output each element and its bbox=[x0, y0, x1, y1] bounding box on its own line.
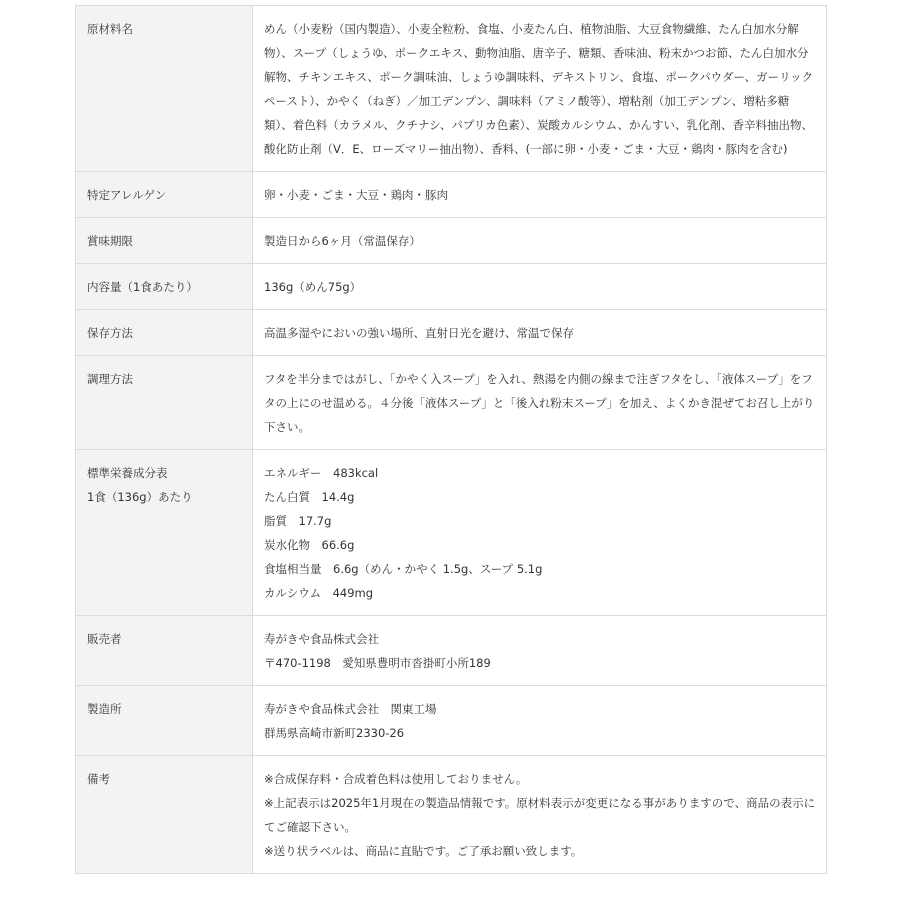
product-spec-table bbox=[75, 5, 827, 874]
manufacturer-value bbox=[253, 686, 827, 756]
preparation-label: 調理方法 bbox=[76, 356, 253, 450]
preparation-value: フタを半分まではがし、「かやく入スープ」を入れ、熱湯を内側の線まで注ぎフタをし、「液体スープ」をフタの上にのせ温める。４分後「液体スープ」と「後入れ粉末スープ」を加え、よくかき混ぜてお召し上がり下さい。 bbox=[253, 356, 827, 450]
seller-address: 〒470-1198 愛知県豊明市沓掛町小所189 bbox=[264, 656, 491, 670]
allergens-label: 特定アレルゲン bbox=[76, 172, 253, 218]
manufacturer-address: 群馬県高崎市新町2330-26 bbox=[264, 726, 405, 740]
nutrition-value bbox=[253, 450, 827, 616]
ingredients-value: めん（小麦粉（国内製造）、小麦全粒粉、食塩、小麦たん白、植物油脂、大豆食物繊維、たん白加水分解物）、スープ（しょうゆ、ポークエキス、動物油脂、唐辛子、糖類、香味油、粉末かつお節、たん白加水分解物、チキンエキス、ポーク調味油、しょうゆ調味料、デキストリン、食塩、ポークパウダー、ガーリックペースト）、かやく（ねぎ）／加工デンプン、調味料（アミノ酸等）、増粘剤（加工デンプン、増粘多糖類）、着色料（カラメル、クチナシ、パプリカ色素）、炭酸カルシウム、かんすい、乳化剤、香辛料抽出物、酸化防止剤（V．E、ローズマリー抽出物）、香料、(一部に卵・小麦・ごま・大豆・鶏肉・豚肉を含む) bbox=[253, 6, 827, 172]
nutrition-calcium: カルシウム 449mg bbox=[264, 586, 374, 600]
seller-value bbox=[253, 616, 827, 686]
row-storage bbox=[76, 310, 827, 356]
nutrition-protein: たん白質 14.4g bbox=[264, 490, 355, 504]
best-before-value: 製造日から6ヶ月（常温保存） bbox=[253, 218, 827, 264]
row-ingredients bbox=[76, 6, 827, 172]
net-content-label: 内容量（1食あたり） bbox=[76, 264, 253, 310]
storage-value: 高温多湿やにおいの強い場所、直射日光を避け、常温で保存 bbox=[253, 310, 827, 356]
seller-name: 寿がきや食品株式会社 bbox=[264, 632, 379, 646]
row-net-content bbox=[76, 264, 827, 310]
nutrition-carbohydrate: 炭水化物 66.6g bbox=[264, 538, 355, 552]
row-manufacturer bbox=[76, 686, 827, 756]
remarks-value bbox=[253, 756, 827, 874]
row-allergens bbox=[76, 172, 827, 218]
manufacturer-label: 製造所 bbox=[76, 686, 253, 756]
manufacturer-name: 寿がきや食品株式会社 関東工場 bbox=[264, 702, 437, 716]
net-content-value: 136g（めん75g） bbox=[253, 264, 827, 310]
nutrition-label: 標準栄養成分表 1食（136g）あたり bbox=[76, 450, 253, 616]
row-seller bbox=[76, 616, 827, 686]
seller-label: 販売者 bbox=[76, 616, 253, 686]
best-before-label: 賞味期限 bbox=[76, 218, 253, 264]
allergens-value: 卵・小麦・ごま・大豆・鶏肉・豚肉 bbox=[253, 172, 827, 218]
remark-item: ※合成保存料・合成着色料は使用しておりません。 bbox=[264, 772, 528, 786]
remarks-label: 備考 bbox=[76, 756, 253, 874]
spec-table-body bbox=[76, 6, 827, 874]
row-preparation bbox=[76, 356, 827, 450]
row-nutrition bbox=[76, 450, 827, 616]
row-best-before bbox=[76, 218, 827, 264]
product-info-container bbox=[75, 5, 827, 874]
nutrition-fat: 脂質 17.7g bbox=[264, 514, 332, 528]
remark-item: ※上記表示は2025年1月現在の製造品情報です。原材料表示が変更になる事がありますので、商品の表示にてご確認下さい。 bbox=[264, 796, 816, 834]
row-remarks bbox=[76, 756, 827, 874]
storage-label: 保存方法 bbox=[76, 310, 253, 356]
ingredients-label: 原材料名 bbox=[76, 6, 253, 172]
nutrition-salt: 食塩相当量 6.6g（めん・かやく 1.5g、スープ 5.1g bbox=[264, 562, 543, 576]
nutrition-energy: エネルギー 483kcal bbox=[264, 466, 379, 480]
remark-item: ※送り状ラベルは、商品に直貼です。ご了承お願い致します。 bbox=[264, 844, 583, 858]
